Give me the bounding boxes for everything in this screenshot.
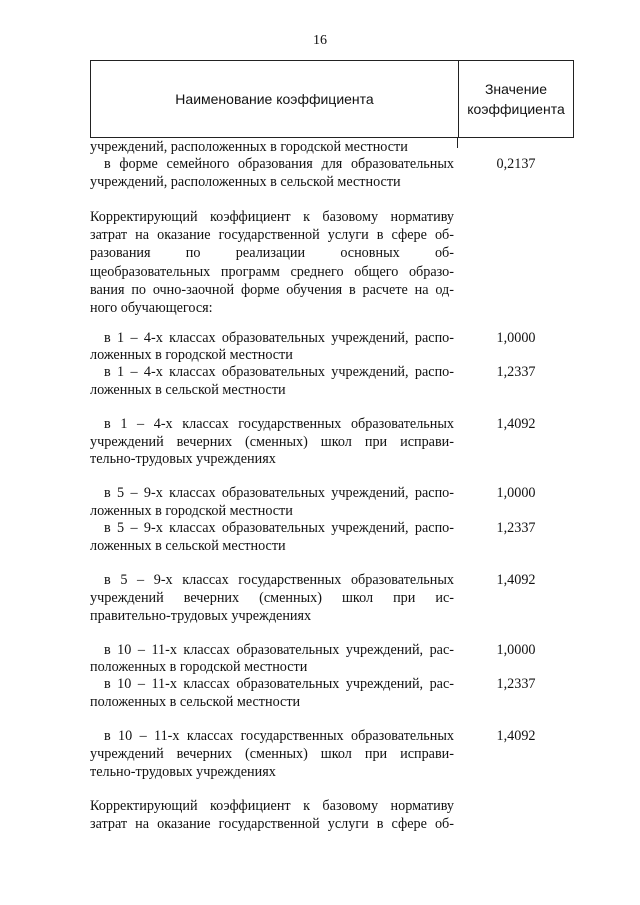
text-line: ного обучающегося: — [90, 300, 213, 316]
text-line: затрат на оказание государственной услуги в сфере об- — [90, 227, 454, 243]
text-line: ложенных в сельской местности — [90, 382, 286, 398]
text-line: в 5 – 9-х классах государственных образовательных — [104, 572, 454, 588]
column-header-value-line2: коэффициента — [467, 101, 565, 117]
text-line: в 10 – 11-х классах образовательных учреждений, рас- — [104, 676, 454, 692]
text-line: учреждений вечерних (сменных) школ при исправи- — [90, 746, 454, 762]
column-header-value-line1: Значение — [484, 80, 548, 97]
text-line: в 5 – 9-х классах образовательных учреждений, распо- — [104, 485, 454, 501]
text-line: ложенных в городской местности — [90, 347, 293, 363]
text-line: щеобразовательных программ среднего общего образо- — [90, 264, 454, 280]
text-line: в 1 – 4-х классах государственных образовательных — [104, 416, 454, 432]
text-line: вания по очно-заочной форме обучения в расчете на од- — [90, 282, 454, 298]
text-line: ложенных в сельской местности — [90, 538, 286, 554]
text-line: в 1 – 4-х классах образовательных учреждений, распо- — [104, 330, 454, 346]
column-divider-continuation — [457, 138, 458, 148]
text-line: положенных в сельской местности — [90, 694, 301, 710]
page-number: 16 — [313, 33, 327, 48]
text-line: тельно-трудовых учреждениях — [90, 451, 276, 467]
text-line: Корректирующий коэффициент к базовому нормативу — [90, 798, 454, 814]
coefficient-value: 0,2137 — [496, 156, 536, 172]
table-header — [90, 60, 574, 138]
text-line: правительно-трудовых учреждениях — [90, 608, 312, 624]
text-line: учреждений, расположенных в сельской местности — [90, 174, 401, 190]
text-line: в 10 – 11-х классах государственных образовательных — [104, 728, 454, 744]
text-line: в 1 – 4-х классах образовательных учреждений, распо- — [104, 364, 454, 380]
text-line: учреждений вечерних (сменных) школ при исправи- — [90, 434, 454, 450]
coefficient-value: 1,4092 — [496, 728, 536, 744]
text-line: в форме семейного образования для образовательных — [104, 156, 454, 172]
text-line: затрат на оказание государственной услуги в сфере об- — [90, 816, 454, 832]
column-header-name: Наименование коэффициента — [175, 91, 374, 107]
coefficient-value: 1,0000 — [496, 485, 536, 501]
text-line: разования по реализации основных об- — [90, 245, 454, 261]
coefficient-value: 1,2337 — [496, 364, 536, 380]
text-line: положенных в городской местности — [90, 659, 308, 675]
text-line: в 5 – 9-х классах образовательных учреждений, распо- — [104, 520, 454, 536]
coefficient-value: 1,4092 — [496, 572, 536, 588]
coefficient-value: 1,4092 — [496, 416, 536, 432]
coefficient-value: 1,0000 — [496, 642, 536, 658]
coefficient-value: 1,0000 — [496, 330, 536, 346]
coefficient-value: 1,2337 — [496, 520, 536, 536]
text-line: в 10 – 11-х классах образовательных учреждений, рас- — [104, 642, 454, 658]
column-header-value — [459, 61, 573, 137]
text-line: ложенных в городской местности — [90, 503, 293, 519]
text-line: учреждений вечерних (сменных) школ при ис- — [90, 590, 454, 606]
text-line: тельно-трудовых учреждениях — [90, 764, 276, 780]
text-line: учреждений, расположенных в городской местности — [90, 139, 408, 155]
text-line: Корректирующий коэффициент к базовому нормативу — [90, 209, 454, 225]
coefficient-value: 1,2337 — [496, 676, 536, 692]
